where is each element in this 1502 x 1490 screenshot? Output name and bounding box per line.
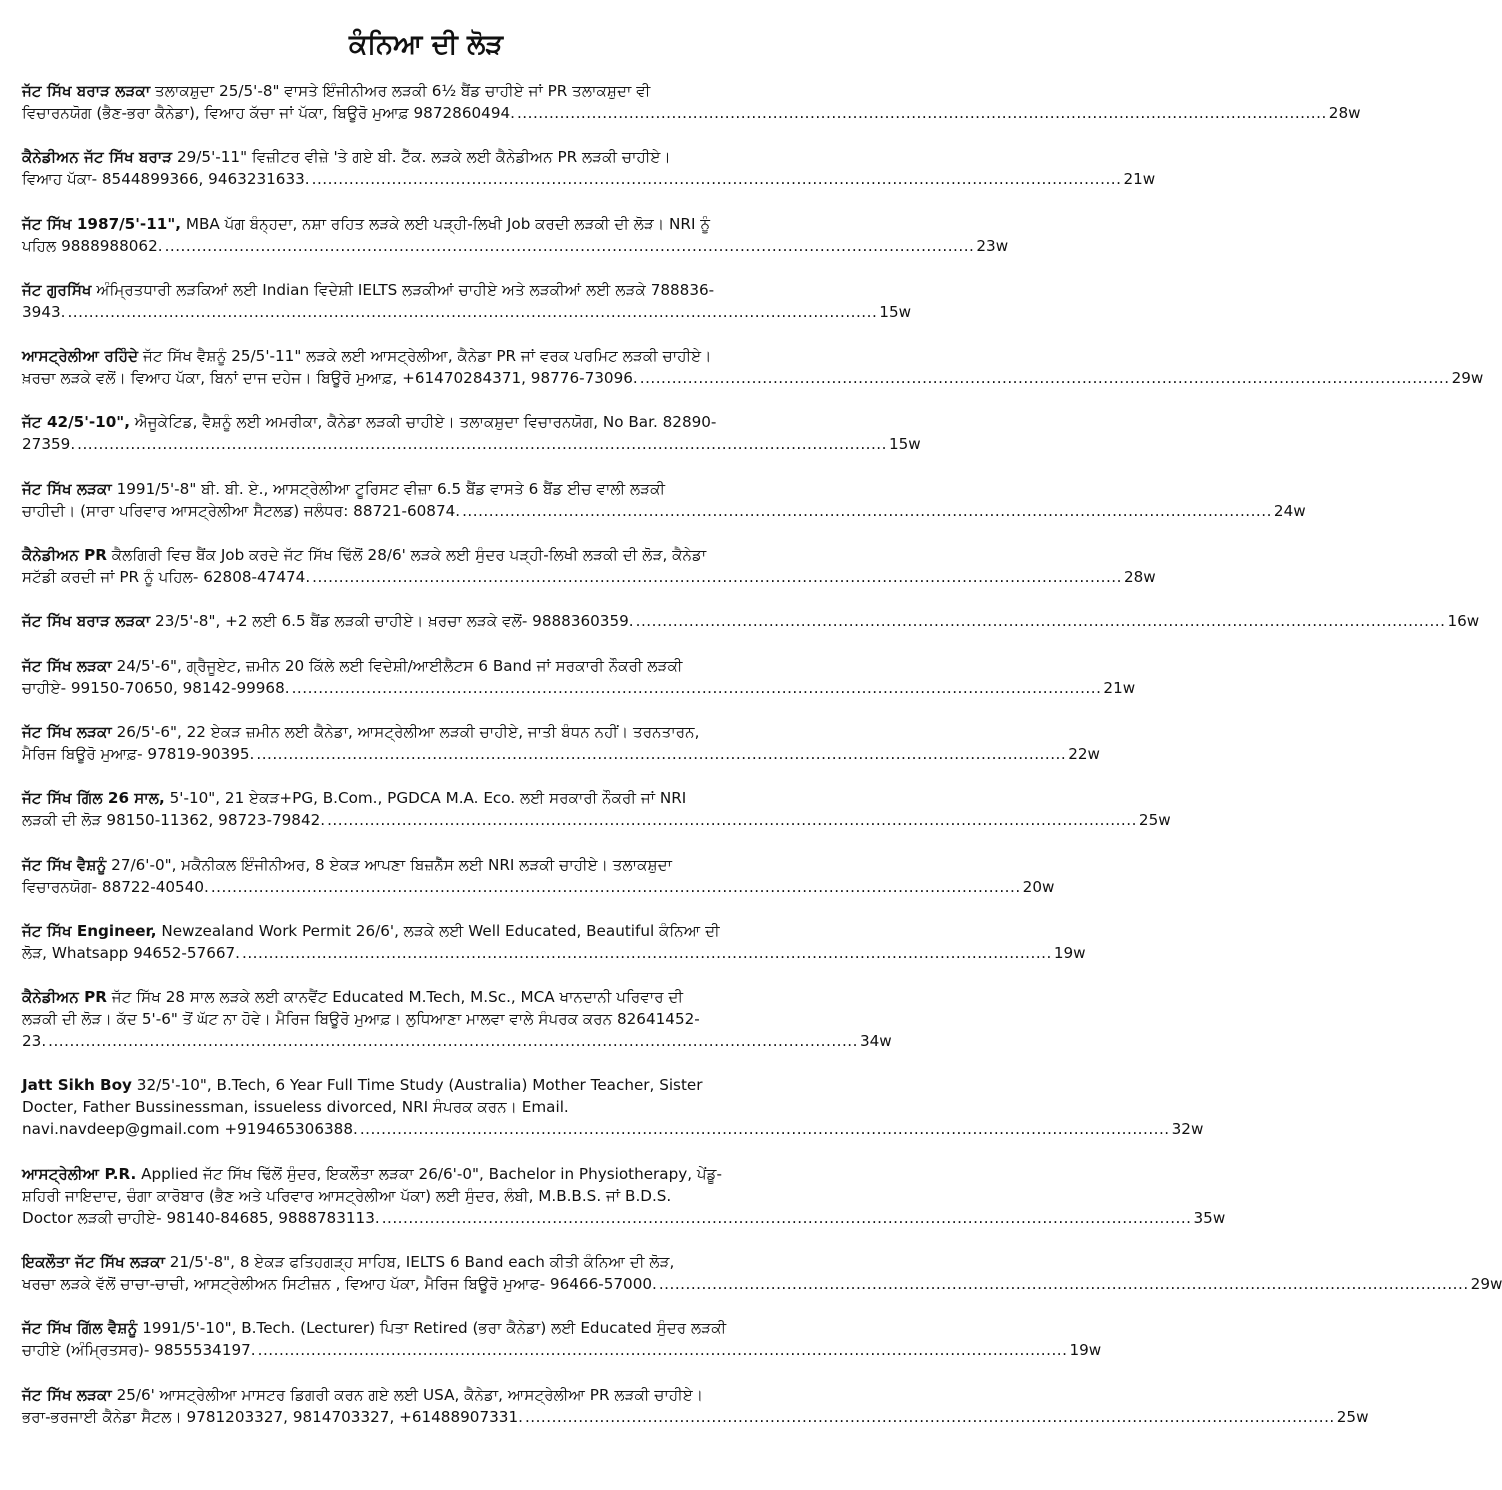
ad-text: 32/5'-10", B.Tech, 6 Year Full Time Study (Australia) Mother Teacher, Sister xyxy=(131,1076,703,1095)
ad-line xyxy=(22,478,830,500)
ad-text: ਜੱਟ ਸਿੱਖ ਵੈਸ਼ਨੂੰ 25/5'-11" ਲੜਕੇ ਲਈ ਆਸਟ੍ਰੇਲੀਆ, ਕੈਨੇਡਾ PR ਜਾਂ ਵਰਕ ਪਰਮਿਟ ਲੜਕੀ ਚਾਹੀਏ। xyxy=(138,347,712,366)
dot-leader: ........................................................................................................................................................ xyxy=(311,170,1122,189)
ad-last-line xyxy=(22,942,1086,964)
classified-ad xyxy=(22,787,1171,831)
classified-ad xyxy=(22,1384,1369,1428)
ad-text: ਵਿਆਹ ਪੱਕਾ- 8544899366, 9463231633. xyxy=(22,170,310,189)
ad-text: 21/5'-8", 8 ਏਕੜ ਫਤਿਹਗੜ੍ਹ ਸਾਹਿਬ, IELTS 6 Band each ਕੀਤੀ ਕੰਨਿਆ ਦੀ ਲੋੜ, xyxy=(164,1253,675,1272)
ad-lead: ਜੱਟ ਸਿੱਖ 1987/5'-11", xyxy=(22,214,182,233)
ad-text: 3943. xyxy=(22,302,66,321)
ad-line xyxy=(22,146,830,168)
ad-lead: ਜੱਟ ਸਿੱਖ Engineer, xyxy=(22,921,157,940)
classified-ad xyxy=(22,411,921,455)
ad-code: 22w xyxy=(1068,744,1100,763)
ad-text: MBA ਪੱਗ ਬੰਨ੍ਹਦਾ, ਨਸ਼ਾ ਰਹਿਤ ਲੜਕੇ ਲਈ ਪੜ੍ਹੀ-ਲਿਖੀ Job ਕਰਦੀ ਲੜਕੀ ਦੀ ਲੋੜ। NRI ਨੂੰ xyxy=(181,214,711,233)
ad-code: 34w xyxy=(859,1032,892,1051)
ad-text: 1991/5'-10", B.Tech. (Lecturer) ਪਿਤਾ Retired (ਭਰਾ ਕੈਨੇਡਾ) ਲਈ Educated ਸੁੰਦਰ ਲੜਕੀ xyxy=(137,1319,727,1338)
classified-ad xyxy=(22,721,1100,765)
ad-text: ਤਲਾਕਸ਼ੁਦਾ 25/5'-8" ਵਾਸਤੇ ਇੰਜੀਨੀਅਰ ਲੜਕੀ 6½ ਬੈਂਡ ਚਾਹੀਏ ਜਾਂ PR ਤਲਾਕਸ਼ੁਦਾ ਵੀ xyxy=(150,82,651,100)
ad-line xyxy=(22,787,830,809)
dot-leader: ........................................................................................................................................................ xyxy=(312,568,1122,587)
ad-line xyxy=(22,920,830,942)
dot-leader: ........................................................................................................................................................ xyxy=(164,236,975,255)
ad-code: 29w xyxy=(1470,1275,1502,1294)
ad-lead: ਕੈਨੇਡੀਅਨ ਜੱਟ ਸਿੱਖ ਬਰਾੜ xyxy=(22,148,173,167)
ad-text: 26/5'-6", 22 ਏਕੜ ਜ਼ਮੀਨ ਲਈ ਕੈਨੇਡਾ, ਆਸਟ੍ਰੇਲੀਆ ਲੜਕੀ ਚਾਹੀਏ, ਜਾਤੀ ਬੰਧਨ ਨਹੀਂ। ਤਰਨਤਾਰਨ, xyxy=(111,722,700,741)
ad-line: ਸ਼ਹਿਰੀ ਜਾਇਦਾਦ, ਚੰਗਾ ਕਾਰੋਬਾਰ (ਭੈਣ ਅਤੇ ਪਰਿਵਾਰ ਆਸਟ੍ਰੇਲੀਆ ਪੱਕਾ) ਲਈ ਸੁੰਦਰ, ਲੰਬੀ, M.B.B.S. ਜਾਂ B.D.S. xyxy=(22,1186,672,1205)
ad-line xyxy=(22,986,830,1008)
ad-text: ਚਾਹੀਦੀ। (ਸਾਰਾ ਪਰਿਵਾਰ ਆਸਟ੍ਰੇਲੀਆ ਸੈਟਲਡ) ਜਲੰਧਰ: 88721-60874. xyxy=(22,501,461,520)
classified-ad xyxy=(22,1074,1204,1140)
ad-last-line xyxy=(22,367,1484,389)
ad-lead: ਆਸਟ੍ਰੇਲੀਆ ਰਹਿੰਦੇ xyxy=(22,347,139,366)
ad-text: ਕੈਲਗਿਰੀ ਵਿਚ ਬੈਂਕ Job ਕਰਦੇ ਜੱਟ ਸਿੱਖ ਢਿੱਲੋਂ 28/6' ਲੜਕੇ ਲਈ ਸੁੰਦਰ ਪੜ੍ਹੀ-ਲਿਖੀ ਲੜਕੀ ਦੀ ਲੋੜ, ਕੈਨੇਡਾ xyxy=(106,546,707,565)
ad-code: 25w xyxy=(1138,811,1171,830)
ad-code: 29w xyxy=(1451,369,1484,388)
ad-last-line xyxy=(22,809,1171,831)
ad-lead: ਕੈਨੇਡੀਅਨ PR xyxy=(22,988,107,1007)
page-title: ਕੰਨਿਆ ਦੀ ਲੋੜ xyxy=(348,29,504,60)
ad-last-line xyxy=(22,1118,1204,1140)
ad-text: ਵਿਚਾਰਨਯੋਗ- 88722-40540. xyxy=(22,877,209,896)
ad-text: 1991/5'-8" ਬੀ. ਬੀ. ਏ., ਆਸਟ੍ਰੇਲੀਆ ਟੂਰਿਸਟ ਵੀਜ਼ਾ 6.5 ਬੈਂਡ ਵਾਸਤੇ 6 ਬੈਂਡ ਈਚ ਵਾਲੀ ਲੜਕੀ xyxy=(111,479,666,498)
ad-lead: ਜੱਟ ਗੁਰਸਿੱਖ xyxy=(22,280,92,299)
ad-line xyxy=(22,279,830,301)
ad-text: 29/5'-11" ਵਿਜ਼ੀਟਰ ਵੀਜ਼ੇ 'ਤੇ ਗਏ ਬੀ. ਟੈੱਕ. ਲੜਕੇ ਲਈ ਕੈਨੇਡੀਅਨ PR ਲੜਕੀ ਚਾਹੀਏ। xyxy=(172,148,671,167)
ad-lead: ਜੱਟ ਸਿੱਖ ਲੜਕਾ xyxy=(22,479,112,498)
ad-last-line xyxy=(22,743,1100,765)
dot-leader: ........................................................................................................................................................ xyxy=(291,678,1102,697)
ad-code: 28w xyxy=(1328,104,1361,122)
classified-ad xyxy=(22,1317,1102,1361)
ad-lead: ਆਸਟ੍ਰੇਲੀਆ P.R. xyxy=(22,1164,137,1183)
ad-last-line xyxy=(22,235,1009,257)
classified-ad xyxy=(22,1163,1226,1229)
ad-last-line xyxy=(22,677,1136,699)
ad-text: 5'-10", 21 ਏਕੜ+PG, B.Com., PGDCA M.A. Eco. ਲਈ ਸਰਕਾਰੀ ਨੌਕਰੀ ਜਾਂ NRI xyxy=(164,789,687,808)
ad-code: 16w xyxy=(1447,612,1480,631)
ad-lead: ਜੱਟ ਸਿੱਖ ਵੈਸ਼ਨੂੰ xyxy=(22,855,107,874)
ad-lead: ਜੱਟ ਸਿੱਖ ਬਰਾੜ ਲੜਕਾ xyxy=(22,82,151,100)
ad-text: ਚਾਹੀਏ- 99150-70650, 98142-99968. xyxy=(22,678,290,697)
ad-line xyxy=(22,544,830,566)
classified-ad xyxy=(22,1251,1502,1295)
ad-line xyxy=(22,1384,830,1406)
ad-lead: ਜੱਟ ਸਿੱਖ ਬਰਾੜ ਲੜਕਾ xyxy=(22,612,151,631)
dot-leader: ........................................................................................................................................................ xyxy=(639,369,1450,388)
ad-text: 23/5'-8", +2 ਲਈ 6.5 ਬੈਂਡ ਲੜਕੀ ਚਾਹੀਏ। ਖ਼ਰਚਾ ਲੜਕੇ ਵਲੋਂ- 9888360359. xyxy=(150,612,634,631)
ad-code: 35w xyxy=(1193,1208,1226,1227)
ad-text: ਅੰਮ੍ਰਿਤਧਾਰੀ ਲੜਕਿਆਂ ਲਈ Indian ਵਿਦੇਸ਼ੀ IELTS ਲੜਕੀਆਂ ਚਾਹੀਏ ਅਤੇ ਲੜਕੀਆਂ ਲਈ ਲੜਕੇ 788836- xyxy=(91,280,715,299)
ad-line xyxy=(22,213,830,235)
ad-text: ਲੜਕੀ ਦੀ ਲੋੜ 98150-11362, 98723-79842. xyxy=(22,811,326,830)
classified-ad xyxy=(22,655,1136,699)
dot-leader: ........................................................................................................................................................ xyxy=(658,1275,1469,1294)
ad-lead: ਜੱਟ ਸਿੱਖ ਗਿੱਲ ਵੈਸ਼ਨੂੰ xyxy=(22,1319,138,1338)
ad-text: 27/6'-0", ਮਕੈਨੀਕਲ ਇੰਜੀਨੀਅਰ, 8 ਏਕੜ ਆਪਣਾ ਬਿਜ਼ਨੈੱਸ ਲਈ NRI ਲੜਕੀ ਚਾਹੀਏ। ਤਲਾਕਸ਼ੁਦਾ xyxy=(106,855,672,874)
dot-leader: ........................................................................................................................................................ xyxy=(257,1341,1068,1360)
ad-lead: ਜੱਟ ਸਿੱਖ ਲੜਕਾ xyxy=(22,722,112,741)
ad-code: 19w xyxy=(1069,1341,1102,1360)
ad-code: 21w xyxy=(1123,170,1156,189)
ad-lead: ਜੱਟ ਸਿੱਖ ਲੜਕਾ xyxy=(22,1385,112,1404)
ad-code: 28w xyxy=(1123,568,1156,587)
ad-lead: ਕੈਨੇਡੀਅਨ PR xyxy=(22,546,107,565)
ad-line xyxy=(22,1317,830,1339)
ad-lead: ਜੱਟ ਸਿੱਖ ਲੜਕਾ xyxy=(22,656,112,675)
dot-leader: ........................................................................................................................................................ xyxy=(242,943,1052,962)
ad-text: ਖਰਚਾ ਲੜਕੇ ਵੱਲੋਂ ਚਾਚਾ-ਚਾਚੀ, ਆਸਟ੍ਰੇਲੀਅਨ ਸਿਟੀਜ਼ਨ , ਵਿਆਹ ਪੱਕਾ, ਮੈਰਿਜ ਬਿਊਰੋ ਮੁਆਫ- 96466-57000. xyxy=(22,1275,657,1294)
ad-code: 21w xyxy=(1103,678,1136,697)
ad-code: 20w xyxy=(1022,877,1055,896)
ad-text: 23. xyxy=(22,1032,47,1051)
dot-leader: ........................................................................................................................................................ xyxy=(327,811,1137,830)
ad-last-line xyxy=(22,1406,1369,1428)
classified-ad xyxy=(22,213,1009,257)
dot-leader: ........................................................................................................................................................ xyxy=(210,877,1021,896)
ad-text: ਚਾਹੀਏ (ਅੰਮ੍ਰਿਤਸਰ)- 9855534197. xyxy=(22,1341,256,1360)
ad-code: 24w xyxy=(1273,501,1306,520)
ad-lead: ਇਕਲੌਤਾ ਜੱਟ ਸਿੱਖ ਲੜਕਾ xyxy=(22,1253,165,1272)
ad-text: Applied ਜੱਟ ਸਿੱਖ ਢਿੱਲੋਂ ਸੁੰਦਰ, ਇਕਲੌਤਾ ਲੜਕਾ 26/6'-0", Bachelor in Physiotherapy, ਪੇਂਡੂ- xyxy=(136,1164,723,1183)
ad-text: 25/6' ਆਸਟ੍ਰੇਲੀਆ ਮਾਸਟਰ ਡਿਗਰੀ ਕਰਨ ਗਏ ਲਈ USA, ਕੈਨੇਡਾ, ਆਸਟ੍ਰੇਲੀਆ PR ਲੜਕੀ ਚਾਹੀਏ। xyxy=(111,1385,704,1404)
classified-ad xyxy=(22,986,892,1052)
dot-leader: ........................................................................................................................................................ xyxy=(256,744,1067,763)
ad-text: ਸਟੱਡੀ ਕਰਦੀ ਜਾਂ PR ਨੂੰ ਪਹਿਲ- 62808-47474. xyxy=(22,568,311,587)
ads-list xyxy=(22,80,1502,1428)
ad-text: ਵਿਚਾਰਨਯੋਗ (ਭੈਣ-ਭਰਾ ਕੈਨੇਡਾ), ਵਿਆਹ ਕੱਚਾ ਜਾਂ ਪੱਕਾ, ਬਿਊਰੋ ਮੁਆਫ਼ 9872860494. xyxy=(22,104,515,122)
classified-ad xyxy=(22,854,1055,898)
classified-ad xyxy=(22,920,1086,964)
ad-text: ਮੈਰਿਜ ਬਿਊਰੋ ਮੁਆਫ਼- 97819-90395. xyxy=(22,744,255,763)
ad-text: ਖ਼ਰਚਾ ਲੜਕੇ ਵਲੋਂ। ਵਿਆਹ ਪੱਕਾ, ਬਿਨਾਂ ਦਾਜ ਦਹੇਜ। ਬਿਊਰੋ ਮੁਆਫ਼, +61470284371, 98776-73096. xyxy=(22,369,638,388)
ad-text: Newzealand Work Permit 26/6', ਲੜਕੇ ਲਈ Well Educated, Beautiful ਕੰਨਿਆ ਦੀ xyxy=(156,921,720,940)
ad-code: 15w xyxy=(888,435,921,454)
dot-leader: ........................................................................................................................................................ xyxy=(462,501,1272,520)
classified-ad xyxy=(22,544,1156,588)
dot-leader: ........................................................................................................................................................ xyxy=(67,302,878,321)
classified-ad xyxy=(22,279,912,323)
ad-last-line xyxy=(22,876,1055,898)
ad-text: ਪਹਿਲ 9888988062. xyxy=(22,236,163,255)
ad-line xyxy=(22,1074,830,1096)
ad-line xyxy=(22,610,1480,632)
ad-line xyxy=(22,721,830,743)
ad-last-line xyxy=(22,301,912,323)
ad-last-line xyxy=(22,433,921,455)
ad-last-line xyxy=(22,500,1306,522)
ad-text: ਜੱਟ ਸਿੱਖ 28 ਸਾਲ ਲੜਕੇ ਲਈ ਕਾਨਵੈਂਟ Educated M.Tech, M.Sc., MCA ਖਾਨਦਾਨੀ ਪਰਿਵਾਰ ਦੀ xyxy=(106,988,684,1007)
ad-line xyxy=(22,1163,830,1185)
ad-text: ਲੋੜ, Whatsapp 94652-57667. xyxy=(22,943,241,962)
dot-leader: ........................................................................................................................................................ xyxy=(359,1120,1170,1139)
ad-text: 27359. xyxy=(22,435,76,454)
ad-text: navi.navdeep@gmail.com +919465306388. xyxy=(22,1120,358,1139)
classified-ad xyxy=(22,146,1156,190)
ad-text: Doctor ਲੜਕੀ ਚਾਹੀਏ- 98140-84685, 9888783113. xyxy=(22,1208,380,1227)
ad-line xyxy=(22,1251,830,1273)
ad-line xyxy=(22,80,830,102)
ad-last-line xyxy=(22,102,1361,124)
ad-last-line xyxy=(22,1339,1102,1361)
ad-line-text xyxy=(22,610,634,632)
ad-code: 23w xyxy=(976,236,1009,255)
ad-text: ਭਰਾ-ਭਰਜਾਈ ਕੈਨੇਡਾ ਸੈਟਲ। 9781203327, 9814703327, +61488907331. xyxy=(22,1407,523,1426)
classified-ad xyxy=(22,345,1484,389)
ad-last-line xyxy=(22,1030,892,1052)
ad-line: ਲੜਕੀ ਦੀ ਲੋੜ। ਕੱਦ 5'-6" ਤੋਂ ਘੱਟ ਨਾ ਹੋਵੇ। ਮੈਰਿਜ ਬਿਊਰੋ ਮੁਆਫ਼। ਲੁਧਿਆਣਾ ਮਾਲਵਾ ਵਾਲੇ ਸੰਪਰਕ ਕਰਨ 82641452- xyxy=(22,1010,700,1029)
ad-lead: ਜੱਟ 42/5'-10", xyxy=(22,413,130,432)
ad-last-line xyxy=(22,168,1156,190)
ad-line xyxy=(22,655,830,677)
dot-leader: ........................................................................................................................................................ xyxy=(381,1208,1192,1227)
ad-line xyxy=(22,345,830,367)
ad-lead: ਜੱਟ ਸਿੱਖ ਗਿੱਲ 26 ਸਾਲ, xyxy=(22,789,165,808)
ad-code: 32w xyxy=(1171,1120,1204,1139)
ad-line xyxy=(22,854,830,876)
dot-leader: ........................................................................................................................................................ xyxy=(48,1032,858,1051)
classified-ad xyxy=(22,610,1480,632)
ad-lead: Jatt Sikh Boy xyxy=(22,1076,132,1095)
ad-last-line xyxy=(22,1273,1502,1295)
dot-leader: ........................................................................................................................................................ xyxy=(77,435,887,454)
classified-ad xyxy=(22,478,1306,522)
classified-ad xyxy=(22,80,1361,124)
dot-leader: ........................................................................................................................................................ xyxy=(635,612,1446,631)
ad-code: 15w xyxy=(879,302,912,321)
ad-last-line xyxy=(22,1207,1226,1229)
ad-last-line xyxy=(22,566,1156,588)
ad-code: 19w xyxy=(1053,943,1086,962)
ad-text: ਐਜੂਕੇਟਿਡ, ਵੈਸ਼ਨੂੰ ਲਈ ਅਮਰੀਕਾ, ਕੈਨੇਡਾ ਲੜਕੀ ਚਾਹੀਏ। ਤਲਾਕਸ਼ੁਦਾ ਵਿਚਾਰਨਯੋਗ, No Bar. 82890- xyxy=(129,413,717,432)
dot-leader: ........................................................................................................................................................ xyxy=(524,1407,1335,1426)
ad-line xyxy=(22,411,830,433)
ad-code: 25w xyxy=(1336,1407,1369,1426)
ad-text: 24/5'-6", ਗ੍ਰੈਜੂਏਟ, ਜ਼ਮੀਨ 20 ਕਿੱਲੇ ਲਈ ਵਿਦੇਸ਼ੀ/ਆਈਲੈਟਸ 6 Band ਜਾਂ ਸਰਕਾਰੀ ਨੌਕਰੀ ਲੜਕੀ xyxy=(111,656,683,675)
dot-leader: ........................................................................................................................................................ xyxy=(516,104,1327,122)
ad-line: Docter, Father Bussinessman, issueless divorced, NRI ਸੰਪਰਕ ਕਰਨ। Email. xyxy=(22,1098,569,1117)
